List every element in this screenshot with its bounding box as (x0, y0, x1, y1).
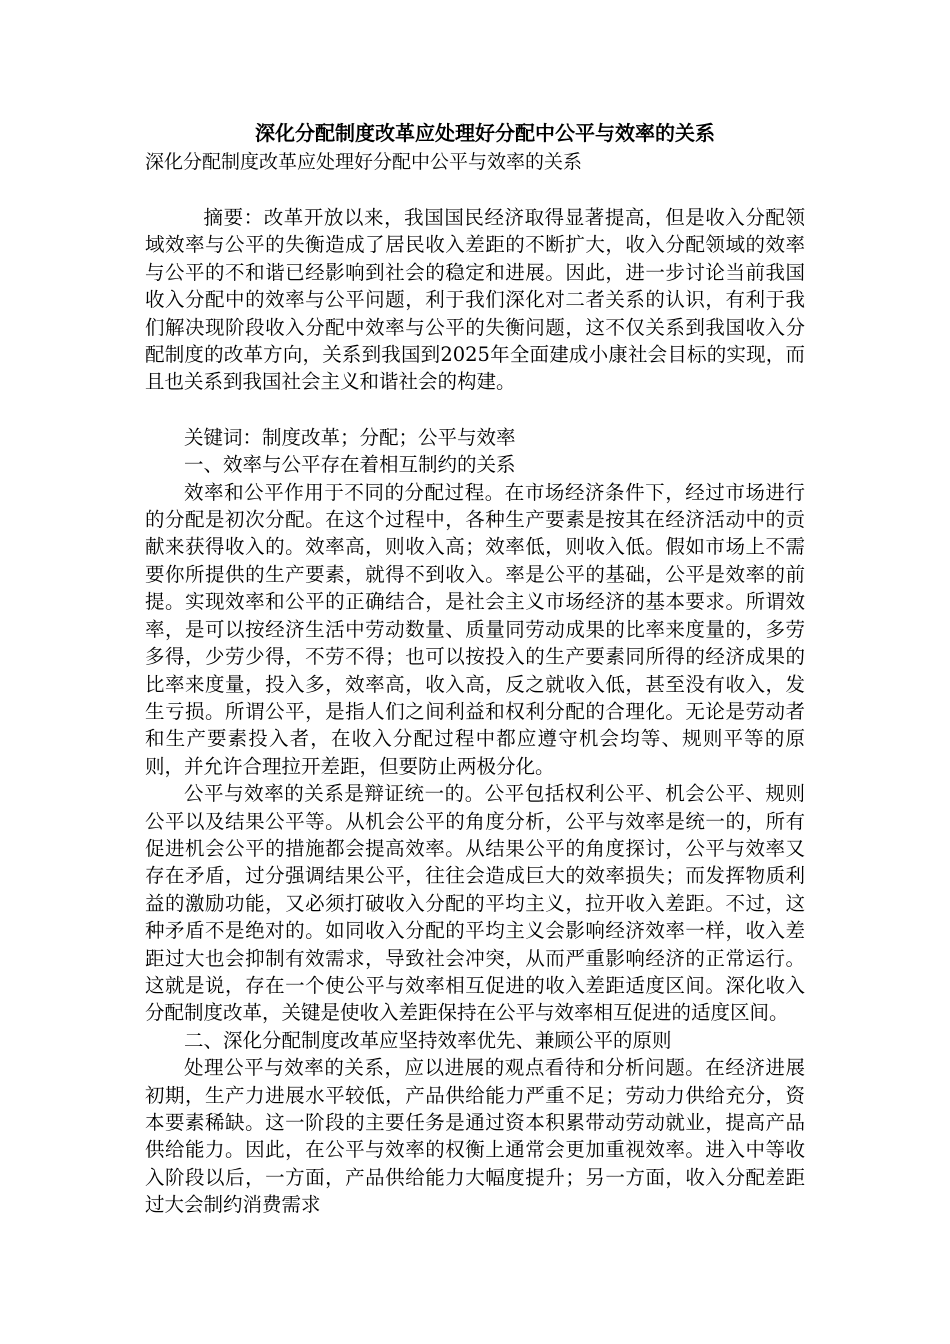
document-subtitle: 深化分配制度改革应处理好分配中公平与效率的关系 (145, 151, 583, 173)
body-paragraph: 公平与效率的关系是辩证统一的。公平包括权利公平、机会公平、规则公平以及结果公平等。从机会公平的角度分析，公平与效率是统一的，所有促进机会公平的措施都会提高效率。从结果公平的角度探讨，公平与效率又存在矛盾，过分强调结果公平，往往会造成巨大的效率损失；而发挥物质利益的激励功能，又必须打破收入分配的平均主义，拉开收入差距。不过，这种矛盾不是绝对的。如同收入分配的平均主义会影响经济效率一样，收入差距过大也会抑制有效需求，导致社会冲突，从而严重影响经济的正常运行。这就是说，存在一个使公平与效率相互促进的收入差距适度区间。深化收入分配制度改革，关键是使收入差距保持在公平与效率相互促进的适度区间。 (145, 782, 805, 1025)
keywords-line: 关键词：制度改革；分配；公平与效率 (184, 425, 516, 449)
abstract-paragraph: 摘要：改革开放以来，我国国民经济取得显著提高，但是收入分配领域效率与公平的失衡造成了居民收入差距的不断扩大，收入分配领域的效率与公平的不和谐已经影响到社会的稳定和进展。因此，进一步讨论当前我国收入分配中的效率与公平问题，利于我们深化对二者关系的认识，有利于我们解决现阶段收入分配中效率与公平的失衡问题，这不仅关系到我国收入分配制度的改革方向，关系到我国到2025年全面建成小康社会目标的实现，而且也关系到我国社会主义和谐社会的构建。 (145, 206, 805, 394)
document-title: 深化分配制度改革应处理好分配中公平与效率的关系 (255, 121, 715, 145)
section-heading-2: 二、深化分配制度改革应坚持效率优先、兼顾公平的原则 (184, 1028, 672, 1052)
body-paragraph: 处理公平与效率的关系，应以进展的观点看待和分析问题。在经济进展初期，生产力进展水平较低，产品供给能力严重不足；劳动力供给充分，资本要素稀缺。这一阶段的主要任务是通过资本积累带动劳动就业，提高产品供给能力。因此，在公平与效率的权衡上通常会更加重视效率。进入中等收入阶段以后，一方面，产品供给能力大幅度提升；另一方面，收入分配差距过大会制约消费需求 (145, 1056, 805, 1217)
document-page (145, 118, 805, 1219)
section-heading-1: 一、效率与公平存在着相互制约的关系 (184, 453, 516, 477)
body-paragraph: 效率和公平作用于不同的分配过程。在市场经济条件下，经过市场进行的分配是初次分配。在这个过程中，各种生产要素是按其在经济活动中的贡献来获得收入的。效率高，则收入高；效率低，则收入低。假如市场上不需要你所提供的生产要素，就得不到收入。率是公平的基础，公平是效率的前提。实现效率和公平的正确结合，是社会主义市场经济的基本要求。所谓效率，是可以按经济生活中劳动数量、质量同劳动成果的比率来度量的，多劳多得，少劳少得，不劳不得；也可以按投入的生产要素同所得的经济成果的比率来度量，投入多，效率高，收入高，反之就收入低，甚至没有收入，发生亏损。所谓公平，是指人们之间利益和权利分配的合理化。无论是劳动者和生产要素投入者，在收入分配过程中都应遵守机会均等、规则平等的原则，并允许合理拉开差距，但要防止两极分化。 (145, 480, 805, 778)
